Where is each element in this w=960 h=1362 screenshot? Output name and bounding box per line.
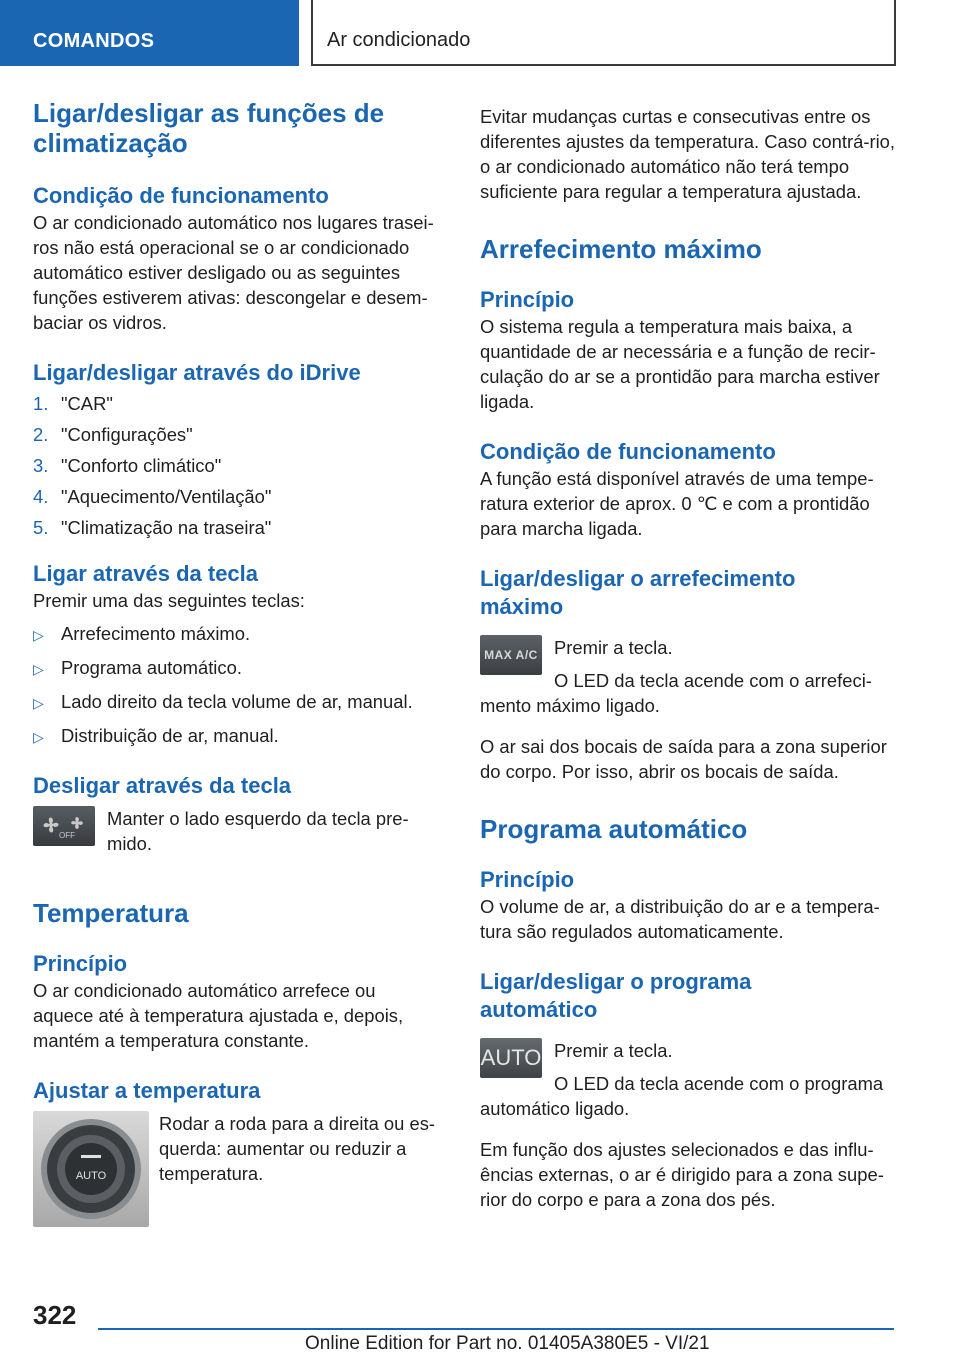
heading-principle: Princípio (480, 287, 575, 312)
heading-auto-program: Programa automático (480, 814, 748, 844)
auto-principle-text: O volume de ar, a distribuição do ar e a tempera-tura são regulados automaticamente. (480, 896, 880, 942)
adjust-temperature-block (33, 1111, 451, 1227)
auto-description-text: Em função dos ajustes selecionados e das influ-ências externas, o ar é dirigido para a zona supe-rior do corpo e para a zona dos pés. (480, 1139, 884, 1210)
footer-divider (98, 1328, 894, 1330)
key-on-text: Premir uma das seguintes teclas: (33, 590, 305, 611)
list-item: ▷ Arrefecimento máximo. (33, 621, 451, 648)
svg-text:OFF: OFF (59, 831, 75, 839)
triangle-bullet-icon: ▷ (33, 729, 44, 745)
temperature-principle-text: O ar condicionado automático arrefece ou aquece até à temperatura ajustada e, depois, mantém a temperatura constante. (33, 980, 404, 1051)
intro-text: Evitar mudanças curtas e consecutivas entre os diferentes ajustes da temperatura. Caso contrá-rio, o ar condicionado automático não terá tempo suficiente para regular a temperatura ajustada. (480, 106, 896, 202)
max-button-block (480, 635, 900, 693)
press-key-text: Premir a tecla. (554, 1040, 673, 1061)
heading-max-onoff: Ligar/desligar o arrefecimento máximo (480, 566, 796, 619)
temperature-knob-icon (33, 1111, 149, 1227)
heading-operating-condition: Condição de funcionamento (480, 439, 776, 464)
auto-button-icon: AUTO (480, 1038, 542, 1078)
key-off-block (33, 806, 451, 856)
auto-button-block (480, 1038, 900, 1096)
list-item: 3. "Conforto climático" (33, 455, 222, 476)
auto-led-text-line1: O LED da tecla acende com o programa (554, 1073, 884, 1094)
heading-max-cooling: Arrefecimento máximo (480, 234, 762, 264)
list-item: 1. "CAR" (33, 393, 113, 414)
list-item: ▷ Lado direito da tecla volume de ar, manual. (33, 689, 451, 716)
heading-key-on: Ligar através da tecla (33, 561, 259, 586)
led-text-line1: O LED da tecla acende com o arrefeci- (554, 670, 872, 691)
key-list (33, 621, 451, 750)
heading-operating-condition: Condição de funcionamento (33, 183, 329, 208)
list-item: ▷ Distribuição de ar, manual. (33, 723, 451, 750)
max-button-text (554, 635, 872, 693)
key-off-text: Manter o lado esquerdo da tecla pre-mido. (107, 808, 409, 854)
svg-text:AUTO: AUTO (75, 1170, 107, 1182)
max-condition-text: A função está disponível através de uma tempe-ratura exterior de aprox. 0 ℃ e com a prontidão para marcha ligada. (480, 468, 874, 539)
page-header (0, 0, 960, 66)
chapter-title: Ar condicionado (311, 0, 896, 66)
left-column (33, 98, 451, 1227)
list-item: ▷ Programa automático. (33, 655, 451, 682)
heading-auto-onoff: Ligar/desligar o programa automático (480, 969, 752, 1022)
heading-climate-functions: Ligar/desligar as funções de climatização (33, 98, 385, 158)
max-ac-button-icon: MAX A/C (480, 635, 542, 675)
list-item: 2. "Configurações" (33, 424, 193, 445)
led-text-line2: mento máximo ligado. (480, 695, 660, 716)
press-key-text: Premir a tecla. (554, 637, 673, 658)
triangle-bullet-icon: ▷ (33, 627, 44, 643)
operating-condition-text: O ar condicionado automático nos lugares trasei-ros não está operacional se o ar condicionado automático estiver desligado ou as seguintes funções estiverem ativas: descongelar e desem-baciar os vidros. (33, 212, 434, 333)
list-item: 5. "Climatização na traseira" (33, 517, 272, 538)
heading-key-off: Desligar através da tecla (33, 773, 292, 798)
auto-button-text (554, 1038, 883, 1096)
triangle-bullet-icon: ▷ (33, 661, 44, 677)
page-number: 322 (33, 1300, 77, 1330)
adjust-temperature-text: Rodar a roda para a direita ou es-querda: aumentar ou reduzir a temperatura. (159, 1113, 436, 1184)
right-column (480, 98, 900, 1212)
heading-principle: Princípio (480, 867, 575, 892)
heading-idrive: Ligar/desligar através do iDrive (33, 360, 361, 385)
list-item: 4. "Aquecimento/Ventilação" (33, 486, 272, 507)
fan-off-button-icon (33, 806, 95, 846)
triangle-bullet-icon: ▷ (33, 695, 44, 711)
idrive-steps (33, 391, 451, 540)
heading-adjust-temperature: Ajustar a temperatura (33, 1078, 261, 1103)
section-tab: COMANDOS (0, 0, 299, 66)
edition-text: Online Edition for Part no. 01405A380E5 - VI/21 (305, 1333, 710, 1354)
max-principle-text: O sistema regula a temperatura mais baixa, a quantidade de ar necessária e a função de recir-culação do ar se a prontidão para marcha estiver ligada. (480, 316, 880, 412)
heading-temperature: Temperatura (33, 898, 189, 928)
max-air-text: O ar sai dos bocais de saída para a zona superior do corpo. Por isso, abrir os bocais de saída. (480, 736, 887, 782)
heading-principle: Princípio (33, 951, 128, 976)
auto-led-text-line2: automático ligado. (480, 1098, 630, 1119)
